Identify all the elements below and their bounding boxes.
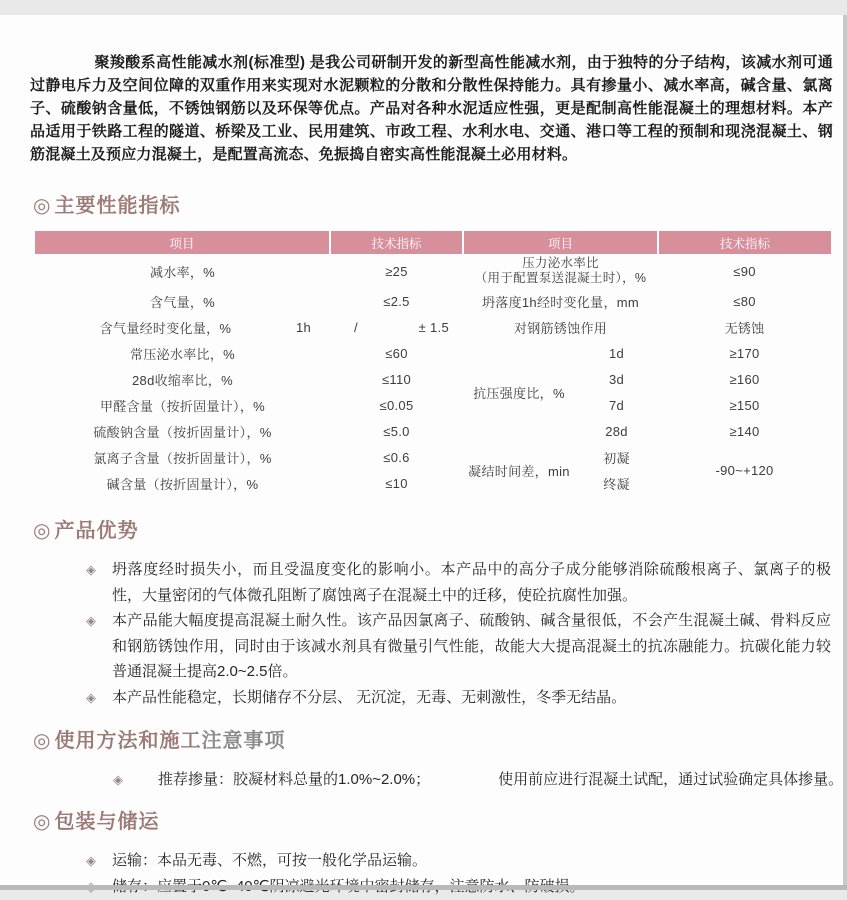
row-label-line1: 压力泌水率比 bbox=[522, 256, 599, 270]
row-label: 坍落度1h经时变化量，mm bbox=[481, 294, 640, 310]
row-value: ≤110 bbox=[381, 371, 412, 387]
row-sub-label: 初凝 bbox=[603, 450, 630, 466]
row-value: ≥25 bbox=[385, 263, 408, 279]
diamond-bullet-icon: ◈ bbox=[113, 772, 123, 787]
header-item-left: 项目 bbox=[35, 231, 330, 254]
table-row bbox=[35, 444, 831, 470]
packaging-section bbox=[0, 848, 847, 900]
row-group-label: 凝结时间差，min bbox=[468, 463, 570, 479]
scan-edge-right bbox=[843, 15, 847, 890]
packaging-item bbox=[0, 848, 847, 874]
row-label: 常压泌水率比，% bbox=[130, 346, 235, 362]
table-row bbox=[35, 366, 831, 392]
diamond-bullet-icon: ◈ bbox=[86, 613, 96, 628]
row-value-text: ± 1.5 bbox=[418, 319, 449, 335]
table-row bbox=[35, 254, 831, 288]
table-header-row bbox=[35, 231, 831, 254]
table-row bbox=[35, 392, 831, 418]
advantage-text: 本产品性能稳定，长期储存不分层、 无沉淀，无毒、无刺激性，冬季无结晶。 bbox=[112, 688, 627, 706]
row-value: ≤0.05 bbox=[379, 397, 414, 413]
row-label bbox=[463, 254, 658, 288]
table-row bbox=[35, 288, 831, 314]
row-label: 对钢筋锈蚀作用 bbox=[513, 320, 608, 336]
row-group-label: 抗压强度比，% bbox=[473, 385, 565, 401]
product-datasheet-page bbox=[0, 15, 847, 890]
row-label-line2: （用于配置泵送混凝土时），% bbox=[474, 271, 647, 285]
diamond-bullet-icon: ◈ bbox=[86, 689, 96, 705]
section-title: 主要性能指标 bbox=[54, 195, 181, 217]
scan-edge-bottom bbox=[0, 885, 847, 890]
row-sub-label: 1d bbox=[608, 345, 625, 361]
usage-instruction-row bbox=[0, 767, 847, 792]
row-value: ≤80 bbox=[733, 293, 756, 309]
section-title: 产品优势 bbox=[54, 520, 139, 542]
row-value: ≥150 bbox=[729, 397, 760, 413]
section-marker-icon: ◎ bbox=[33, 730, 52, 752]
section-marker-icon: ◎ bbox=[33, 811, 52, 833]
row-label: 含气量，% bbox=[149, 294, 216, 310]
section-heading-advantages bbox=[33, 517, 847, 545]
advantage-text: 本产品能大幅度提高混凝土耐久性。该产品因氯离子、硫酸钠、碱含量很低，不会产生混凝土碱、骨料反应和钢筋锈蚀作用，同时由于该减水剂具有微量引气性能，故能大大提高混凝土的抗冻融能力。抗碳化能力较普通混凝土提高2.0~2.5倍。 bbox=[112, 612, 831, 680]
table-row bbox=[35, 418, 831, 444]
diamond-bullet-icon: ◈ bbox=[86, 562, 96, 577]
row-sub-label: 7d bbox=[608, 397, 625, 413]
row-label: 硫酸钠含量（按折固量计），% bbox=[93, 424, 272, 440]
header-item-right: 项目 bbox=[463, 231, 658, 254]
section-heading-packaging bbox=[33, 808, 847, 836]
section-title-suffix: 注意事项 bbox=[201, 730, 286, 752]
row-sub-label: 28d bbox=[605, 423, 628, 439]
row-value: ≥140 bbox=[729, 423, 760, 439]
diamond-bullet-icon: ◈ bbox=[86, 853, 96, 868]
row-value: ≤90 bbox=[733, 263, 756, 279]
row-value: 无锈蚀 bbox=[724, 320, 765, 336]
row-label bbox=[35, 314, 330, 340]
row-value: ≤10 bbox=[385, 475, 408, 491]
row-value: ≤0.6 bbox=[383, 449, 410, 465]
row-label: 碱含量（按折固量计），% bbox=[106, 476, 259, 492]
section-marker-icon: ◎ bbox=[33, 520, 52, 542]
table-row bbox=[35, 314, 831, 340]
advantage-item bbox=[0, 608, 847, 685]
row-value: ≥160 bbox=[729, 371, 760, 387]
section-title: 包装与储运 bbox=[54, 811, 160, 833]
row-sub-label: 1h bbox=[296, 319, 312, 335]
row-value: ≥170 bbox=[729, 345, 760, 361]
row-label-text: 含气量经时变化量，% bbox=[99, 320, 232, 336]
table-row bbox=[35, 340, 831, 366]
row-label: 减水率，% bbox=[149, 264, 216, 280]
row-value: ≤60 bbox=[385, 345, 408, 361]
row-value: ≤5.0 bbox=[383, 423, 410, 439]
section-heading-performance bbox=[33, 192, 847, 220]
section-marker-icon: ◎ bbox=[33, 195, 52, 217]
trial-mix-note: 使用前应进行混凝土试配，通过试验确定具体掺量。 bbox=[498, 771, 844, 788]
advantage-item bbox=[0, 557, 847, 608]
dosage-text: 推荐掺量：胶凝材料总量的1.0%~2.0%； bbox=[158, 771, 431, 788]
intro-paragraph: 聚羧酸系高性能减水剂(标准型) 是我公司研制开发的新型高性能减水剂，由于独特的分子结构，该减水剂可通过静电斥力及空间位障的双重作用来实现对水泥颗粒的分散和分散性保持能力。具有掺量小、减水率高，碱含量、氯离子、硫酸钠含量低，不锈蚀钢筋以及环保等优点。产品对各种水泥适应性强，更是配制高性能混凝土的理想材料。本产品适用于铁路工程的隧道、桥梁及工业、民用建筑、市政工程、水利水电、交通、港口等工程的预制和现浇混凝土、钢筋混凝土及预应力混凝土，是配置高流态、免振捣自密实高性能混凝土必用材料。 bbox=[30, 54, 833, 163]
row-value: ≤2.5 bbox=[383, 293, 410, 309]
section-heading-usage bbox=[33, 727, 847, 755]
advantages-section bbox=[0, 557, 847, 710]
row-value bbox=[330, 314, 463, 340]
transport-text: 运输：本品无毒、不燃，可按一般化学品运输。 bbox=[112, 852, 428, 869]
row-sub-label: 3d bbox=[608, 371, 625, 387]
section-title: 使用方法和施工 bbox=[54, 730, 202, 752]
advantage-item bbox=[0, 685, 847, 711]
slash-separator: / bbox=[354, 319, 358, 335]
row-sub-label: 终凝 bbox=[603, 476, 630, 492]
header-spec-left: 技术指标 bbox=[330, 231, 463, 254]
row-value: -90~+120 bbox=[715, 462, 774, 478]
performance-table bbox=[35, 231, 831, 496]
header-spec-right: 技术指标 bbox=[658, 231, 831, 254]
advantage-text: 坍落度经时损失小，而且受温度变化的影响小。本产品中的高分子成分能够消除硫酸根离子、氯离子的极性，大量密闭的气体微孔阻断了腐蚀离子在混凝土中的迁移，使砼抗腐性加强。 bbox=[112, 561, 831, 604]
row-label: 氯离子含量（按折固量计），% bbox=[93, 450, 272, 466]
row-label: 甲醛含量（按折固量计），% bbox=[100, 398, 265, 414]
row-label: 28d收缩率比，% bbox=[132, 372, 233, 388]
